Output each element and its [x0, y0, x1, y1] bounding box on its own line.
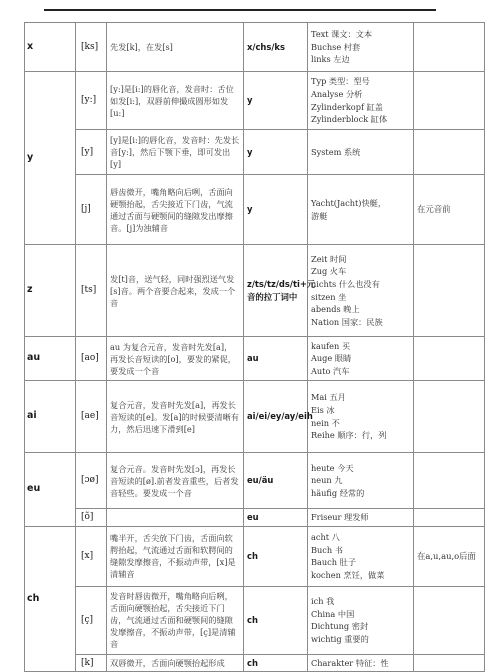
example-word: häufig 经常的	[311, 487, 365, 498]
example-word: nein 不	[311, 417, 340, 428]
spelling-cell: y	[244, 130, 308, 175]
examples-cell	[308, 72, 414, 130]
note-cell	[414, 453, 485, 509]
table-row	[25, 586, 485, 654]
ipa-cell: [x]	[76, 526, 107, 586]
examples-cell	[308, 381, 414, 453]
example-word: Text 课文：文本	[311, 29, 373, 40]
letter-cell: au	[25, 337, 76, 381]
description-cell: 嘴半开，舌尖放下门齿，舌面向软腭抬起，气流通过舌面和软腭间的缝隙发摩擦音，不振动声带，[x]是清辅音	[107, 526, 244, 586]
note-cell	[414, 381, 485, 453]
spelling-cell: y	[244, 72, 308, 130]
example-word: Eis 冰	[311, 404, 335, 415]
example-word: abends 晚上	[311, 304, 360, 315]
examples-cell	[308, 509, 414, 527]
spelling-cell: ai/ei/ey/ay/eih	[244, 381, 308, 453]
description-cell: 唇齿微开，嘴角略向后咧，舌面向硬颚抬起，舌尖接近下门齿，气流通过舌面与硬颚间的缝隙发出摩擦音。[j]为浊辅音	[107, 175, 244, 245]
description-cell: 发音时唇齿微开，嘴角略向后咧，舌面向硬颚抬起，舌尖接近下门齿，气流通过舌面和硬颚间的缝隙发摩擦音，不振动声带，[ç]是清辅音	[107, 586, 244, 654]
header-rule	[44, 9, 436, 11]
ipa-cell: [k]	[76, 654, 107, 672]
example-word: heute 今天	[311, 462, 354, 473]
examples-cell	[308, 453, 414, 509]
spelling-cell: y	[244, 175, 308, 245]
note-cell	[414, 586, 485, 654]
example-word: Zeit 时间	[311, 253, 347, 264]
note-cell	[414, 23, 485, 72]
description-cell: 先发[k]，在发[s]	[107, 23, 244, 72]
description-cell: 复合元音。发音时先发[ɔ]，再发长音短读的[ø].前者发音重些，后者发音轻些。要发成一个音	[107, 453, 244, 509]
example-word: Auto 汽车	[311, 365, 350, 376]
letter-cell: y	[25, 72, 76, 245]
ipa-cell: [y]	[76, 130, 107, 175]
example-word: Auge 眼睛	[311, 353, 352, 364]
examples-cell	[308, 23, 414, 72]
description-cell: au 为复合元音，发音时先发[a]，再发长音短读的[o]，要发的紧促，要发成一个音	[107, 337, 244, 381]
pronunciation-table	[24, 22, 485, 672]
examples-cell	[308, 586, 414, 654]
examples-cell	[308, 175, 414, 245]
ipa-cell: [õ]	[76, 509, 107, 527]
description-cell: [y:]是[i:]的唇化音，发音时：舌位如发[i:]，双唇前伸撮成圆形如发[u:]	[107, 72, 244, 130]
note-cell	[414, 72, 485, 130]
ipa-cell: [ae]	[76, 381, 107, 453]
table-row	[25, 381, 485, 453]
note-cell	[414, 509, 485, 527]
example-word: 游艇	[311, 210, 328, 221]
example-word: China 中国	[311, 608, 355, 619]
letter-cell: x	[25, 23, 76, 72]
table-row	[25, 509, 485, 527]
letter-cell: eu	[25, 453, 76, 527]
note-cell	[414, 337, 485, 381]
example-word: Nation 国家：民族	[311, 316, 383, 327]
example-word: System 系统	[311, 146, 361, 157]
spelling-cell: ch	[244, 586, 308, 654]
example-word: wichtig 重要的	[311, 633, 369, 644]
ipa-cell: [ɔø]	[76, 453, 107, 509]
example-word: Zylinderblock 缸体	[311, 114, 388, 125]
note-cell: 在元音前	[414, 175, 485, 245]
example-word: neun 九	[311, 475, 343, 486]
note-cell: 在a,u,au,o后面	[414, 526, 485, 586]
examples-cell	[308, 526, 414, 586]
example-word: Mai 五月	[311, 392, 346, 403]
table-row	[25, 175, 485, 245]
spelling-cell: au	[244, 337, 308, 381]
examples-cell	[308, 130, 414, 175]
letter-cell: ai	[25, 381, 76, 453]
example-word: Friseur 理发师	[311, 512, 369, 522]
example-word: links 左边	[311, 54, 350, 65]
example-word: Yacht(Jacht)快艇，	[311, 197, 387, 208]
description-cell: 双唇微开，舌面向硬颚抬起形成	[107, 654, 244, 672]
example-word: Zylinderkopf 缸盖	[311, 101, 383, 112]
spelling-cell: z/ts/tz/ds/ti+元音的拉丁词中	[244, 245, 308, 337]
spelling-cell: eu/äu	[244, 453, 308, 509]
table-row	[25, 23, 485, 72]
example-word: Zug 火车	[311, 266, 347, 277]
description-cell: [y]是[i:]的唇化音，发音时：先发长音[y:]，然后下颚下垂，即可发出[y]	[107, 130, 244, 175]
note-cell	[414, 245, 485, 337]
example-word: kaufen 买	[311, 340, 351, 351]
table-row	[25, 526, 485, 586]
table-row	[25, 453, 485, 509]
example-word: Buchse 村套	[311, 41, 361, 52]
table-row	[25, 337, 485, 381]
example-word: sitzen 坐	[311, 291, 347, 302]
note-cell	[414, 654, 485, 672]
example-word: Dichtung 密封	[311, 621, 369, 632]
spelling-cell: ch	[244, 526, 308, 586]
ipa-cell: [ks]	[76, 23, 107, 72]
ipa-cell: [ao]	[76, 337, 107, 381]
table-row	[25, 654, 485, 672]
example-word: Typ 类型：型号	[311, 76, 370, 87]
ipa-cell: [ts]	[76, 245, 107, 337]
example-word: kochen 烹饪，做菜	[311, 569, 385, 580]
spelling-cell: ch	[244, 654, 308, 672]
example-word: nichts 什么也没有	[311, 278, 380, 289]
examples-cell	[308, 654, 414, 672]
description-cell: 发[t]音，送气轻，同时强烈送气发[s]音。两个音要合起来，发成一个音	[107, 245, 244, 337]
example-word: Reihe 顺序：行，列	[311, 430, 387, 441]
spelling-cell: x/chs/ks	[244, 23, 308, 72]
table-row	[25, 130, 485, 175]
ipa-cell: [ç]	[76, 586, 107, 654]
example-word: Charakter 特征：性	[311, 657, 389, 668]
table-row	[25, 245, 485, 337]
letter-cell: z	[25, 245, 76, 337]
ipa-cell: [y:]	[76, 72, 107, 130]
example-word: acht 八	[311, 531, 340, 542]
description-cell: 复合元音，发音时先发[a]，再发长音短读的[e]。发[a]的时候要清晰有力，然后迅速下滑到[e]	[107, 381, 244, 453]
examples-cell	[308, 337, 414, 381]
letter-cell: ch	[25, 526, 76, 672]
note-cell	[414, 130, 485, 175]
example-word: Buch 书	[311, 544, 343, 555]
example-word: Bauch 肚子	[311, 557, 357, 568]
description-cell	[107, 509, 244, 527]
examples-cell	[308, 245, 414, 337]
example-word: ich 我	[311, 595, 335, 606]
ipa-cell: [j]	[76, 175, 107, 245]
example-word: Analyse 分析	[311, 88, 363, 99]
spelling-cell: eu	[244, 509, 308, 527]
table-row	[25, 72, 485, 130]
